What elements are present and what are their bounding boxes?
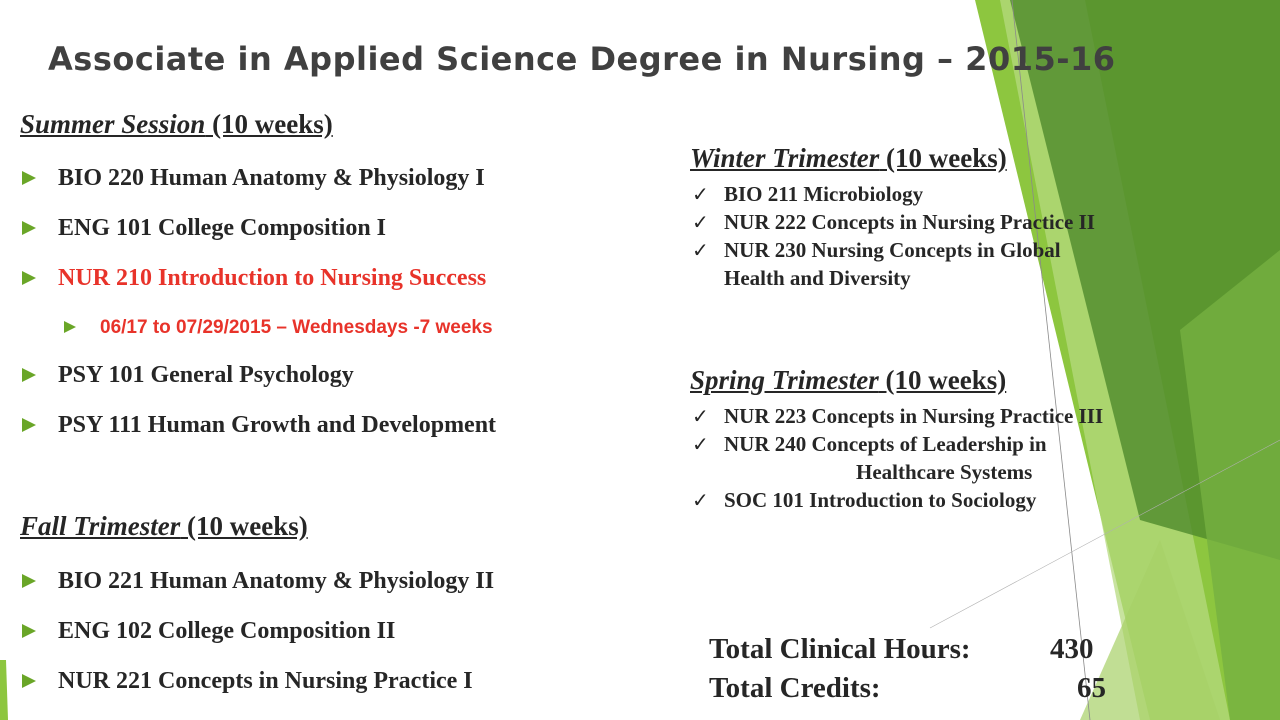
fall-heading bbox=[20, 512, 494, 542]
page-title: Associate in Applied Science Degree in Nursing – 2015-16 bbox=[48, 40, 1116, 78]
summer-heading-duration: (10 weeks) bbox=[205, 109, 333, 139]
fall-heading-duration: (10 weeks) bbox=[180, 511, 308, 541]
list-item: PSY 111 Human Growth and Development bbox=[20, 413, 496, 463]
summer-course-list bbox=[20, 166, 496, 463]
spring-trimester-section bbox=[690, 366, 1103, 514]
total-credits-value: 65 bbox=[1077, 672, 1106, 704]
total-clinical-hours-label: Total Clinical Hours: bbox=[709, 633, 971, 665]
summer-session-section bbox=[20, 110, 496, 463]
winter-heading-duration: (10 weeks) bbox=[879, 143, 1007, 173]
triangle-bullet-icon bbox=[22, 271, 36, 285]
total-credits-row bbox=[709, 669, 1129, 708]
winter-heading bbox=[690, 144, 1095, 174]
triangle-bullet-icon bbox=[22, 574, 36, 588]
triangle-bullet-icon bbox=[22, 624, 36, 638]
summer-heading-name: Summer Session bbox=[20, 109, 206, 139]
checkmark-bullet-icon: ✓ bbox=[692, 403, 709, 428]
list-item: ✓ SOC 101 Introduction to Sociology bbox=[692, 487, 1037, 512]
winter-trimester-section bbox=[690, 144, 1095, 292]
winter-course-list bbox=[690, 180, 1095, 292]
list-item: ✓ NUR 223 Concepts in Nursing Practice III bbox=[692, 403, 1104, 428]
triangle-bullet-icon bbox=[22, 221, 36, 235]
list-item: ✓ NUR 240 Concepts of Leadership in Healthcare Systems bbox=[692, 431, 1047, 484]
spring-course-list bbox=[690, 402, 1103, 514]
spring-heading-name: Spring Trimester bbox=[690, 365, 879, 395]
checkmark-bullet-icon: ✓ bbox=[692, 487, 709, 512]
total-clinical-hours-row bbox=[709, 630, 1129, 669]
fall-heading-name: Fall Trimester bbox=[20, 511, 181, 541]
list-item: ✓ BIO 211 Microbiology bbox=[692, 181, 924, 206]
spring-heading bbox=[690, 366, 1103, 396]
total-credits-label: Total Credits: bbox=[709, 672, 881, 704]
list-item: ENG 101 College Composition I bbox=[20, 216, 496, 266]
fall-course-list bbox=[20, 569, 494, 719]
list-item: BIO 221 Human Anatomy & Physiology II bbox=[20, 569, 494, 619]
totals-block bbox=[709, 630, 1129, 708]
triangle-bullet-icon bbox=[22, 171, 36, 185]
checkmark-bullet-icon: ✓ bbox=[692, 237, 709, 262]
list-item: ENG 102 College Composition II bbox=[20, 619, 494, 669]
checkmark-bullet-icon: ✓ bbox=[692, 181, 709, 206]
checkmark-bullet-icon: ✓ bbox=[692, 209, 709, 234]
triangle-bullet-icon bbox=[22, 674, 36, 688]
total-clinical-hours-value: 430 bbox=[1050, 633, 1094, 665]
triangle-bullet-icon bbox=[64, 321, 76, 333]
green-left-edge bbox=[0, 660, 8, 720]
list-item: ✓ NUR 230 Nursing Concepts in Global Health and Diversity bbox=[692, 237, 1061, 290]
list-item: ✓ NUR 222 Concepts in Nursing Practice II bbox=[692, 209, 1095, 234]
list-item: NUR 221 Concepts in Nursing Practice I bbox=[20, 669, 494, 719]
list-item: PSY 101 General Psychology bbox=[20, 363, 496, 413]
checkmark-bullet-icon: ✓ bbox=[692, 431, 709, 456]
triangle-bullet-icon bbox=[22, 418, 36, 432]
triangle-bullet-icon bbox=[22, 368, 36, 382]
fall-trimester-section bbox=[20, 512, 494, 719]
spring-heading-duration: (10 weeks) bbox=[878, 365, 1007, 395]
list-item: BIO 220 Human Anatomy & Physiology I bbox=[20, 166, 496, 216]
list-item-highlighted: NUR 210 Introduction to Nursing Success bbox=[20, 266, 496, 316]
winter-heading-name: Winter Trimester bbox=[690, 143, 880, 173]
list-subitem-schedule: 06/17 to 07/29/2015 – Wednesdays -7 weeks bbox=[20, 316, 496, 363]
summer-heading bbox=[20, 110, 496, 140]
